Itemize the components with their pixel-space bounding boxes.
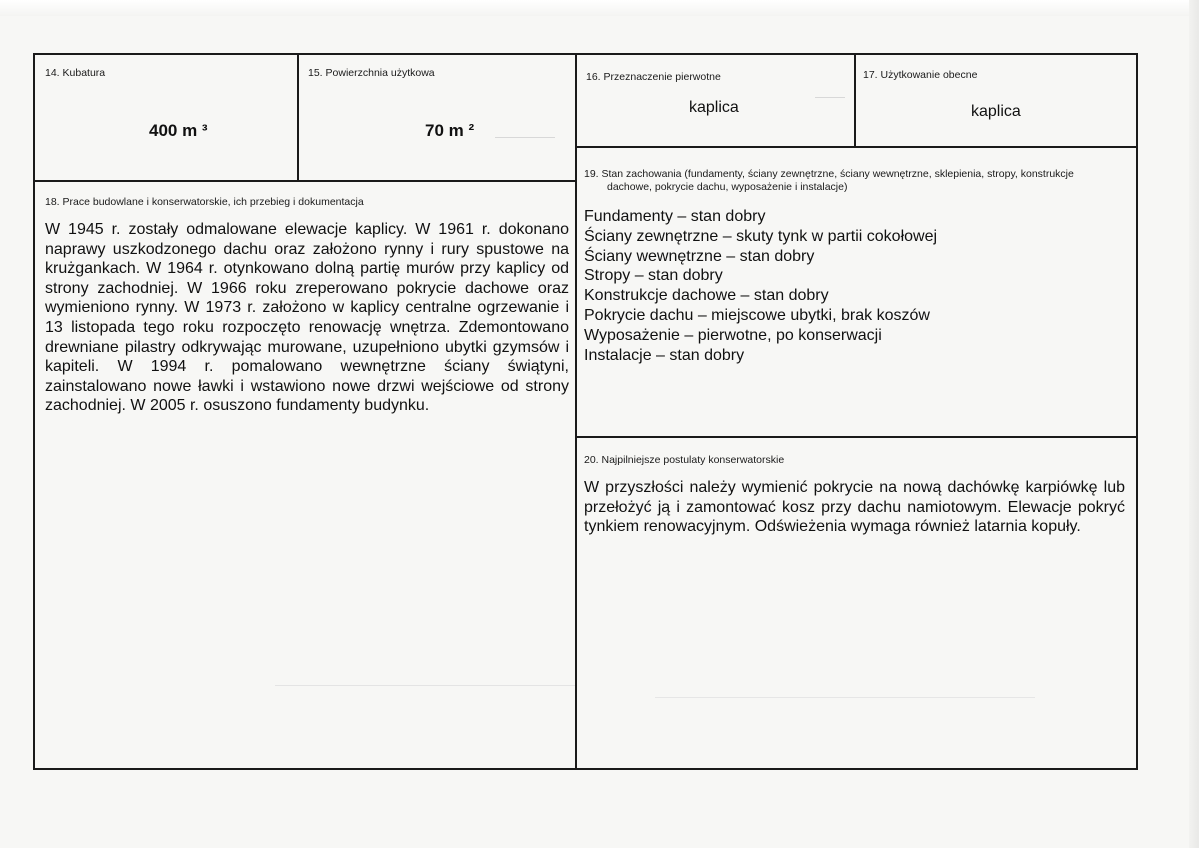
field-17-uzytkowanie [855, 55, 1138, 146]
field-19-stan [576, 148, 1138, 436]
scan-artifact [815, 97, 845, 98]
field-14-kubatura [35, 55, 297, 180]
field-19-label-line1: 19. Stan zachowania (fundamenty, ściany zewnętrzne, ściany wewnętrzne, sklepienia, stropy, konstrukcje [584, 168, 1074, 180]
field-16-value: kaplica [689, 99, 739, 116]
field-15-powierzchnia [298, 55, 575, 180]
form-table [33, 53, 1138, 770]
scan-artifact [495, 137, 555, 138]
list-item-sciany-zewnetrzne: Ściany zewnętrzne – skuty tynk w partii cokołowej [584, 227, 938, 245]
page-right-edge [1189, 0, 1199, 848]
field-20-text: W przyszłości należy wymienić pokrycie na nową dachówkę karpiówkę lub przełożyć ją i zamontować kosz przy dachu namiotowym. Elewacje pokryć tynkiem renowacyjnym. Odświeżenia wymaga również latarnia kopuły. [584, 479, 1125, 536]
list-item-wyposazenie: Wyposażenie – pierwotne, po konserwacji [584, 326, 882, 344]
field-17-value: kaplica [971, 103, 1021, 120]
list-item-sciany-wewnetrzne: Ściany wewnętrzne – stan dobry [584, 247, 815, 265]
list-item-instalacje: Instalacje – stan dobry [584, 346, 745, 364]
list-item-stropy: Stropy – stan dobry [584, 267, 723, 285]
list-item-fundamenty: Fundamenty – stan dobry [584, 208, 766, 225]
field-18-text: W 1945 r. zostały odmalowane elewacje kaplicy. W 1961 r. dokonano naprawy uszkodzonego dachu oraz założono rynny i rury spustowe na krużgankach. W 1964 r. otynkowano dolną partię murów przy kaplicy od strony zachodniej. W 1966 roku zreperowano pokrycie dachowe oraz wymieniono rynny. W 1973 r. założono w kaplicy centralne ogrzewanie i 13 listopada tego roku rozpoczęto renowację wnętrza. Zdemontowano drewniane pilastry odkrywając murowane, uzupełniono ubytki gzymsów i kapiteli. W 1994 r. pomalowano wewnętrzne ściany świątyni, zainstalowano nowe ławki i wstawiono nowe drzwi wejściowe od strony zachodniej. W 2005 r. osuszono fundamenty budynku. [45, 221, 569, 415]
scan-artifact [655, 697, 1035, 698]
field-15-label: 15. Powierzchnia użytkowa [308, 67, 435, 79]
scan-artifact [275, 685, 575, 686]
field-19-list [584, 207, 937, 365]
field-17-label: 17. Użytkowanie obecne [863, 69, 978, 81]
field-18-label: 18. Prace budowlane i konserwatorskie, ich przebieg i dokumentacja [45, 196, 364, 208]
field-16-przeznaczenie [576, 55, 854, 146]
list-item-konstrukcje-dachowe: Konstrukcje dachowe – stan dobry [584, 287, 829, 305]
field-14-label: 14. Kubatura [45, 67, 106, 79]
list-item-pokrycie-dachu: Pokrycie dachu – miejscowe ubytki, brak koszów [584, 306, 930, 324]
field-20-label: 20. Najpilniejsze postulaty konserwatorskie [584, 454, 785, 466]
field-20-postulaty [576, 438, 1138, 770]
field-18-prace [35, 182, 575, 770]
page-top-edge [0, 0, 1199, 16]
field-19-label [584, 168, 1134, 194]
field-19-label-line2: dachowe, pokrycie dachu, wyposażenie i instalacje) [607, 181, 848, 193]
field-15-value: 70 m ² [425, 121, 475, 140]
field-14-value: 400 m ³ [149, 121, 208, 140]
field-16-label: 16. Przeznaczenie pierwotne [586, 71, 721, 83]
